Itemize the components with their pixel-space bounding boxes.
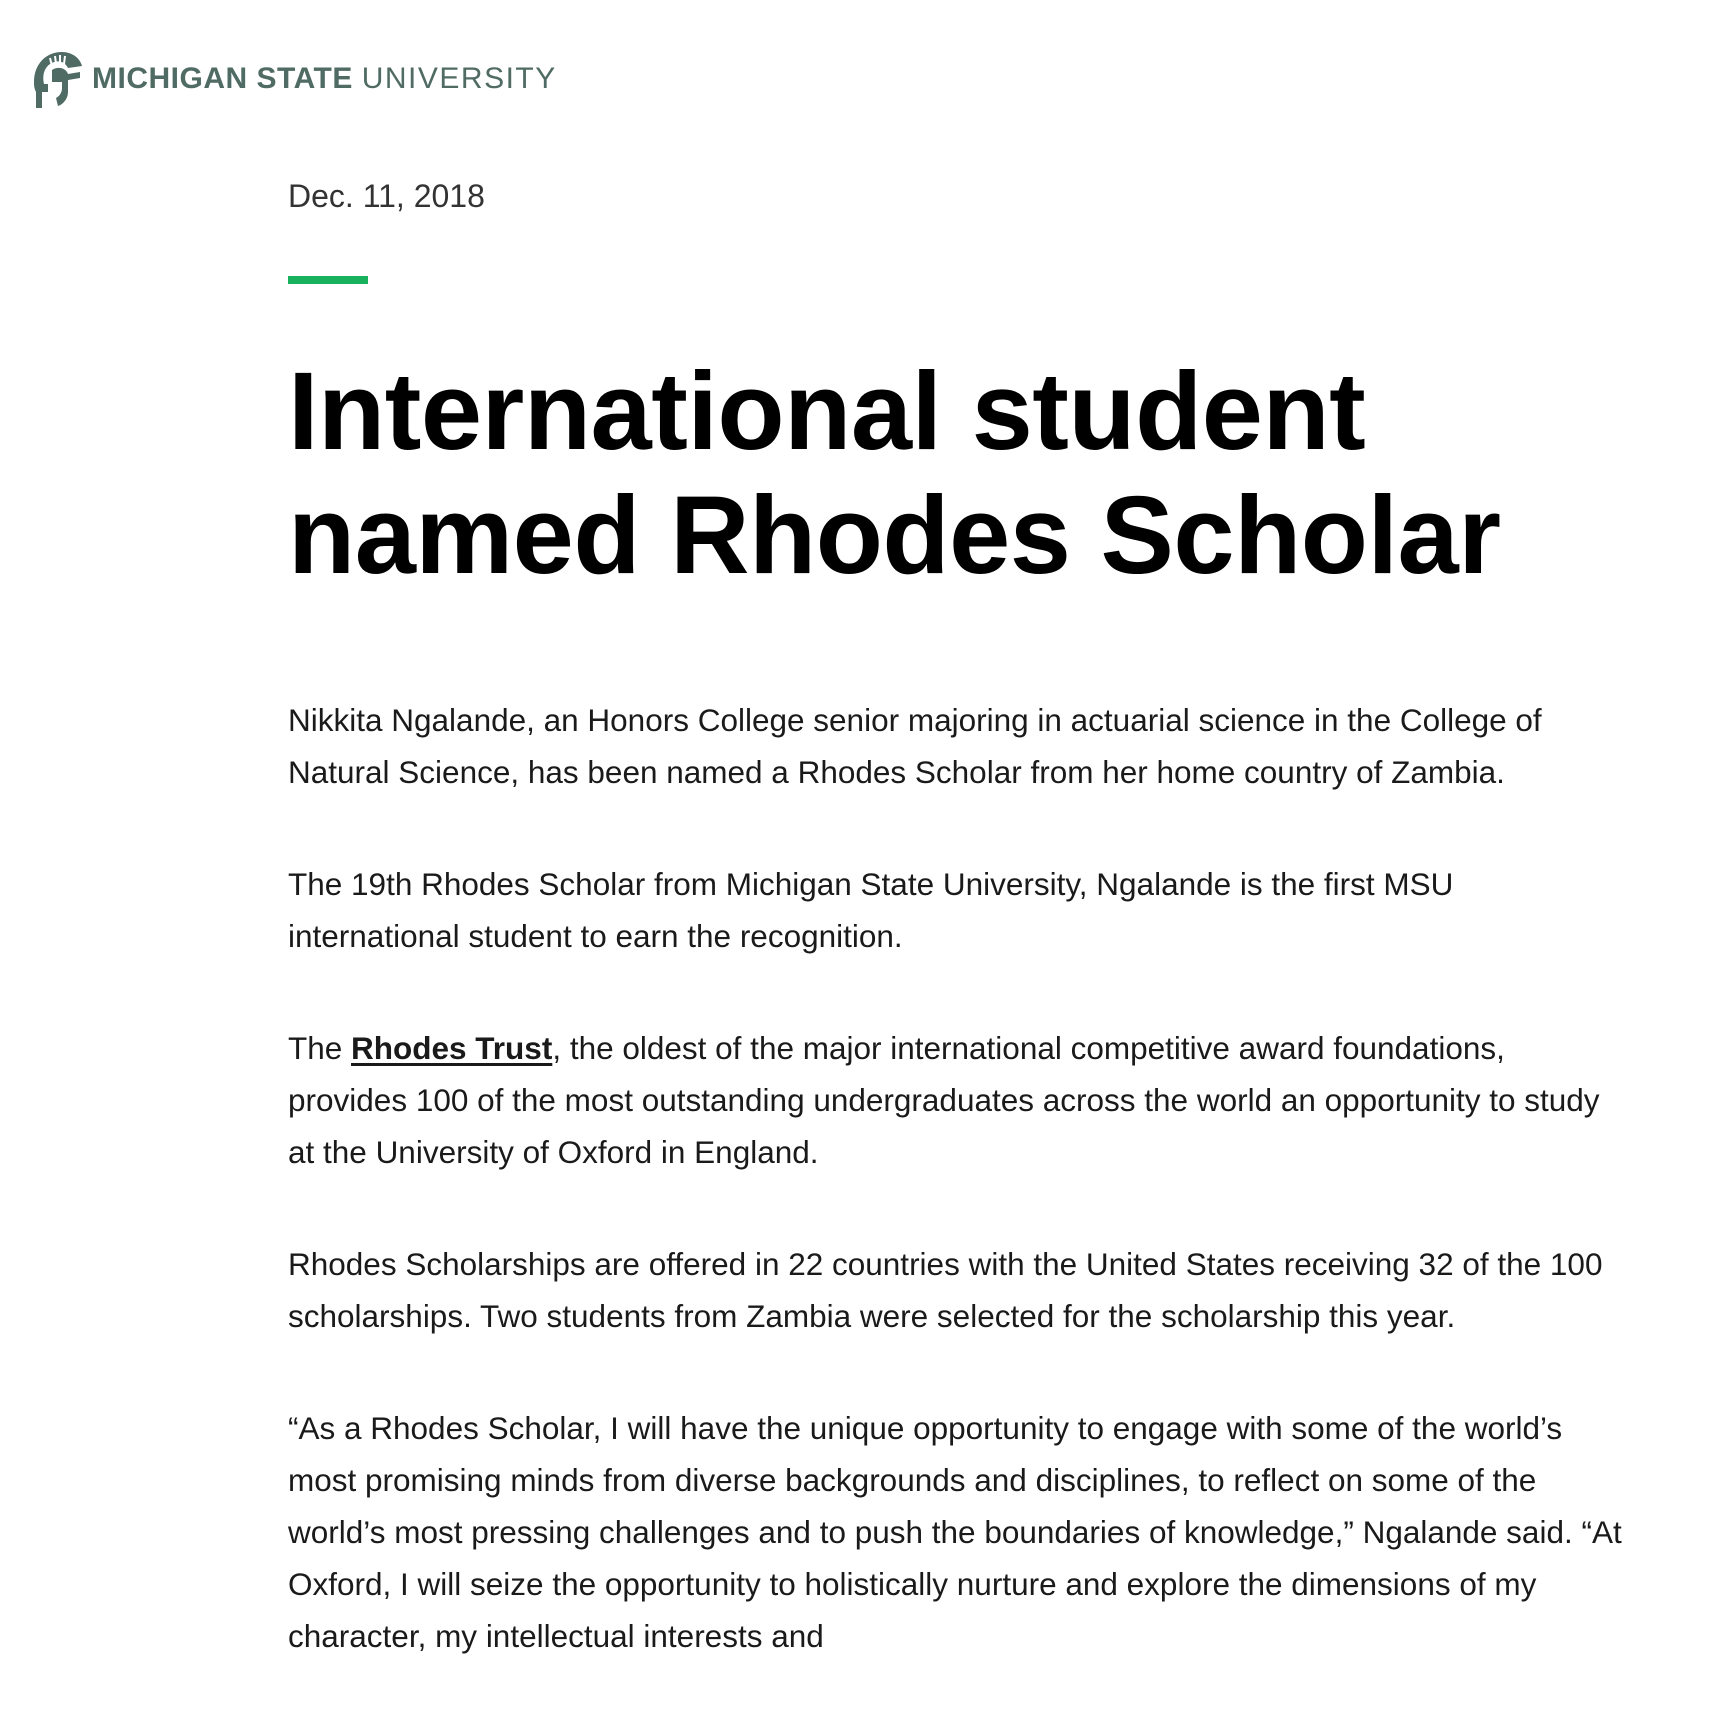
article-title: International student named Rhodes Scholar bbox=[288, 350, 1501, 597]
article-date: Dec. 11, 2018 bbox=[288, 178, 485, 214]
paragraph-4: Rhodes Scholarships are offered in 22 countries with the United States receiving 32 of the 100 scholarships. Two students from Zambia were selected for the scholarship this year. bbox=[288, 1246, 1603, 1334]
spartan-helmet-icon bbox=[28, 48, 84, 110]
paragraph-3-lead: The bbox=[288, 1030, 352, 1066]
article bbox=[288, 180, 1628, 1722]
paragraph-3-rest: , the oldest of the major international competitive award foundations, provides 100 of the most outstanding undergraduates across the world an opportunity to study at the University of Oxford in England. bbox=[288, 1030, 1600, 1170]
rhodes-trust-link[interactable]: Rhodes Trust bbox=[351, 1030, 553, 1066]
paragraph-3 bbox=[288, 1022, 1628, 1178]
accent-rule bbox=[288, 276, 368, 284]
article-body bbox=[288, 694, 1628, 1662]
logo-wordmark bbox=[92, 64, 557, 94]
logo-wordmark-light: UNIVERSITY bbox=[361, 62, 557, 95]
paragraph-2: The 19th Rhodes Scholar from Michigan State University, Ngalande is the first MSU international student to earn the recognition. bbox=[288, 866, 1454, 954]
msu-logo[interactable] bbox=[28, 48, 557, 110]
paragraph-5: “As a Rhodes Scholar, I will have the unique opportunity to engage with some of the world’s most promising minds from diverse backgrounds and disciplines, to reflect on some of the world’s most pressing challenges and to push the boundaries of knowledge,” Ngalande said. “At Oxford, I will seize the opportunity to holistically nurture and explore the dimensions of my character, my intellectual interests and bbox=[288, 1410, 1622, 1654]
logo-wordmark-strong: MICHIGAN STATE bbox=[92, 62, 353, 95]
paragraph-1: Nikkita Ngalande, an Honors College senior majoring in actuarial science in the College of Natural Science, has been named a Rhodes Scholar from her home country of Zambia. bbox=[288, 702, 1542, 790]
